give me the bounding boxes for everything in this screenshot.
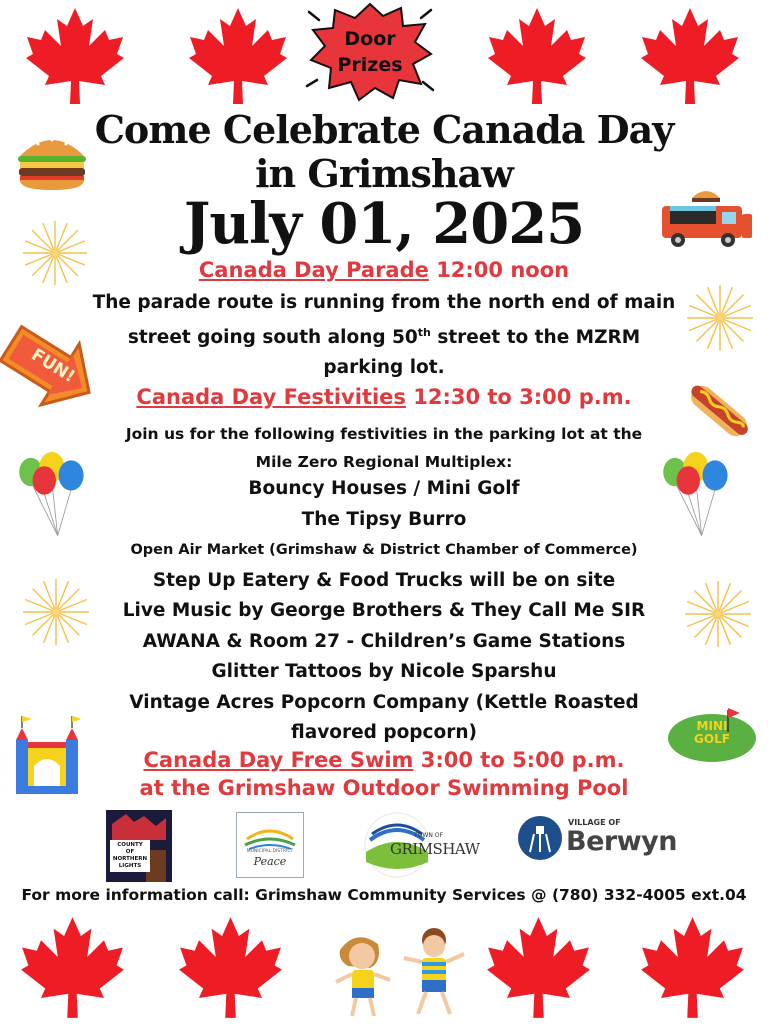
maple-leaf-icon (640, 915, 745, 1020)
fun-sign-text: FUN! (27, 344, 79, 388)
festivities-time: 12:30 to 3:00 p.m. (413, 385, 632, 409)
maple-leaf-icon (640, 5, 740, 107)
festivities-intro-line2: Mile Zero Regional Multiplex: (255, 453, 513, 471)
door-prizes-burst (305, 2, 435, 102)
parade-time: 12:00 noon (436, 258, 570, 282)
mini-golf-line1: MINI (696, 719, 728, 733)
swim-section (0, 746, 768, 802)
festivities-title: Canada Day Festivities (136, 385, 406, 409)
door-prizes-line2: Prizes (337, 54, 403, 76)
event-date: July 01, 2025 (183, 191, 585, 257)
list-item: Vintage Acres Popcorn Company (Kettle Roasted (129, 691, 639, 713)
grimshaw-small-text: TOWN OF (414, 832, 443, 839)
list-item: AWANA & Room 27 - Children’s Game Stations (142, 630, 626, 652)
door-prizes-text (305, 26, 435, 78)
list-item: The Tipsy Burro (301, 508, 467, 530)
festivities-heading (0, 382, 768, 412)
county-northern-lights-logo (106, 810, 172, 882)
parade-title: Canada Day Parade (198, 258, 429, 282)
berwyn-logo-text: Berwyn (566, 826, 677, 857)
county-text-3: NORTHERN (112, 856, 148, 862)
door-prizes-line1: Door (344, 28, 396, 50)
page-title (0, 108, 768, 196)
kids-icon (330, 922, 470, 1022)
county-text-1: COUNTY (117, 842, 143, 848)
list-item: Live Music by George Brothers & They Call Me SIR (122, 600, 646, 621)
list-item: Bouncy Houses / Mini Golf (248, 478, 520, 499)
maple-leaf-icon (25, 5, 125, 107)
parade-desc-line2 (0, 318, 768, 353)
festivities-intro (0, 420, 768, 476)
grimshaw-logo-text: GRIMSHAW (390, 840, 480, 858)
county-logo-text (110, 840, 150, 872)
maple-leaf-icon (486, 915, 591, 1020)
swim-location: at the Grimshaw Outdoor Swimming Pool (139, 776, 629, 800)
parade-desc-line3: parking lot. (323, 357, 445, 379)
festivities-intro-line1: Join us for the following festivities in the parking lot at the (125, 425, 643, 443)
list-item: Glitter Tattoos by Nicole Sparshu (211, 661, 557, 682)
mini-golf-line2: GOLF (694, 732, 730, 746)
footer-contact: For more information call: Grimshaw Community Services @ (780) 332-4005 ext.04 (21, 886, 747, 904)
parade-desc-pre: street going south along 50 (127, 327, 418, 349)
list-item: Step Up Eatery & Food Trucks will be on site (152, 569, 616, 591)
title-line2: in Grimshaw (255, 151, 513, 196)
maple-leaf-icon (188, 5, 288, 107)
berwyn-small-text: VILLAGE OF (568, 818, 621, 827)
list-item: flavored popcorn) (291, 722, 477, 743)
swim-title: Canada Day Free Swim (143, 748, 414, 772)
festivities-list (0, 474, 768, 749)
swim-time: 3:00 to 5:00 p.m. (420, 748, 625, 772)
parade-desc-line1: The parade route is running from the north end of main (92, 292, 676, 313)
maple-leaf-icon (178, 915, 283, 1020)
county-text-4: LIGHTS (118, 863, 142, 869)
county-text-2: OF (125, 849, 135, 855)
maple-leaf-icon (487, 5, 587, 107)
peace-small-text: MUNICIPAL DISTRICT (246, 849, 294, 854)
parade-description (0, 288, 768, 383)
md-peace-logo (236, 812, 304, 878)
peace-text: Peace (253, 855, 287, 868)
parade-desc-post: street to the MZRM (430, 327, 641, 349)
town-of-grimshaw-logo (362, 810, 480, 880)
swim-heading (0, 746, 768, 774)
parade-heading (0, 256, 768, 284)
village-of-berwyn-logo (516, 814, 677, 864)
title-line1: Come Celebrate Canada Day (94, 107, 674, 152)
maple-leaf-icon (20, 915, 125, 1020)
list-item: Open Air Market (Grimshaw & District Chamber of Commerce) (130, 542, 638, 558)
parade-desc-sup: th (417, 326, 431, 339)
